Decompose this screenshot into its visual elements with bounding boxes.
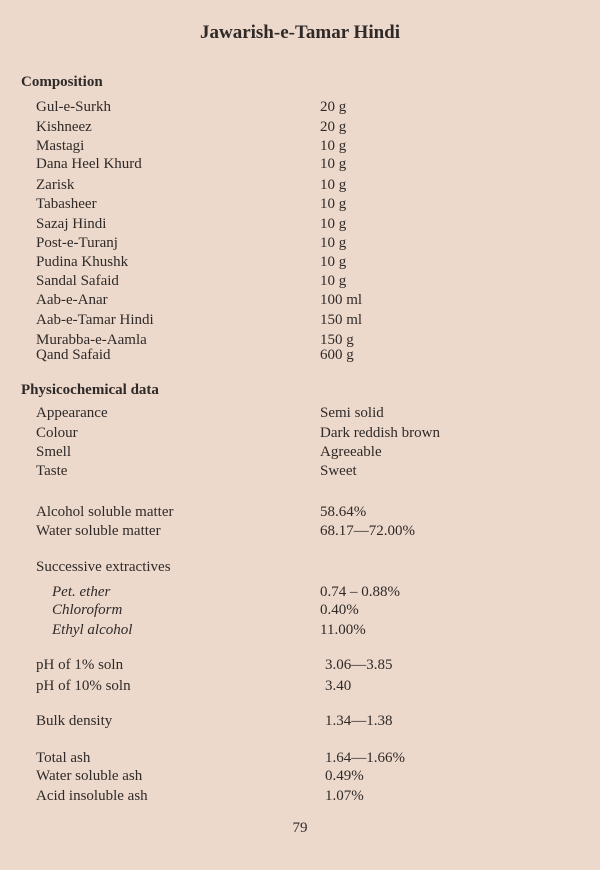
- parameter-label: Water soluble ash: [36, 768, 143, 784]
- data-row: [0, 786, 600, 806]
- ingredient-name: Murabba-e-Aamla: [36, 332, 147, 348]
- data-row: [0, 620, 600, 640]
- composition-row: [0, 233, 600, 253]
- parameter-label: Bulk density: [36, 713, 113, 729]
- ingredient-name: Tabasheer: [36, 196, 97, 212]
- parameter-value: 1.34—1.38: [325, 713, 393, 729]
- parameter-value: 1.07%: [325, 788, 364, 804]
- data-row: [0, 676, 600, 696]
- parameter-label: Pet. ether: [52, 584, 111, 600]
- ingredient-name: Zarisk: [36, 177, 75, 193]
- data-row: [0, 655, 600, 675]
- ingredient-qty: 10 g: [320, 216, 347, 232]
- data-row: [0, 711, 600, 731]
- ingredient-qty: 10 g: [320, 196, 347, 212]
- parameter-value: Sweet: [320, 463, 357, 479]
- ingredient-qty: 100 ml: [320, 292, 363, 308]
- ingredient-name: Pudina Khushk: [36, 254, 129, 270]
- composition-row: [0, 345, 600, 365]
- ingredient-qty: 10 g: [320, 235, 347, 251]
- parameter-value: 58.64%: [320, 504, 367, 520]
- composition-row: [0, 175, 600, 195]
- parameter-label: Total ash: [36, 750, 91, 766]
- composition-row: [0, 154, 600, 174]
- data-row: [0, 748, 600, 768]
- parameter-value: 11.00%: [320, 622, 366, 638]
- parameter-value: 3.06—3.85: [325, 657, 393, 673]
- ingredient-name: Dana Heel Khurd: [36, 156, 142, 172]
- ingredient-qty: 10 g: [320, 138, 347, 154]
- data-row: [0, 521, 600, 541]
- ingredient-name: Aab-e-Tamar Hindi: [36, 312, 154, 328]
- composition-row: [0, 214, 600, 234]
- parameter-label: Water soluble matter: [36, 523, 161, 539]
- ingredient-name: Post-e-Turanj: [36, 235, 118, 251]
- ingredient-name: Aab-e-Anar: [36, 292, 108, 308]
- composition-row: [0, 136, 600, 156]
- parameter-value: 0.74 – 0.88%: [320, 584, 400, 600]
- ingredient-name: Sandal Safaid: [36, 273, 119, 289]
- parameter-value: Semi solid: [320, 405, 384, 421]
- data-row: [0, 557, 600, 577]
- ingredient-qty: 10 g: [320, 273, 347, 289]
- ingredient-qty: 10 g: [320, 254, 347, 270]
- ingredient-qty: 150 g: [320, 332, 354, 348]
- parameter-label: Ethyl alcohol: [52, 622, 133, 638]
- ingredient-name: Sazaj Hindi: [36, 216, 107, 232]
- parameter-value: Dark reddish brown: [320, 425, 440, 441]
- parameter-value: 68.17—72.00%: [320, 523, 415, 539]
- parameter-label: pH of 1% soln: [36, 657, 124, 673]
- data-row: [0, 582, 600, 602]
- ingredient-name: Gul-e-Surkh: [36, 99, 111, 115]
- composition-heading: Composition: [21, 74, 103, 90]
- parameter-value: 1.64—1.66%: [325, 750, 405, 766]
- data-row: [0, 461, 600, 481]
- ingredient-qty: 20 g: [320, 99, 347, 115]
- composition-row: [0, 290, 600, 310]
- ingredient-name: Qand Safaid: [36, 347, 111, 363]
- data-row: [0, 423, 600, 443]
- data-row: [0, 502, 600, 522]
- composition-row: [0, 252, 600, 272]
- parameter-value: Agreeable: [320, 444, 382, 460]
- composition-row: [0, 271, 600, 291]
- parameter-label: pH of 10% soln: [36, 678, 131, 694]
- parameter-value: 0.49%: [325, 768, 364, 784]
- parameter-label: Acid insoluble ash: [36, 788, 148, 804]
- ingredient-name: Kishneez: [36, 119, 92, 135]
- physicochemical-heading: Physicochemical data: [21, 382, 159, 398]
- ingredient-qty: 20 g: [320, 119, 347, 135]
- page-title: Jawarish-e-Tamar Hindi: [199, 22, 401, 43]
- composition-row: [0, 310, 600, 330]
- parameter-label: Chloroform: [52, 602, 123, 618]
- ingredient-qty: 10 g: [320, 156, 347, 172]
- ingredient-qty: 600 g: [320, 347, 354, 363]
- page-number: 79: [292, 820, 308, 836]
- parameter-label: Appearance: [36, 405, 108, 421]
- ingredient-name: Mastagi: [36, 138, 85, 154]
- composition-row: [0, 194, 600, 214]
- data-row: [0, 403, 600, 423]
- ingredient-qty: 10 g: [320, 177, 347, 193]
- parameter-value: 3.40: [325, 678, 352, 694]
- parameter-label: Successive extractives: [36, 559, 171, 575]
- composition-row: [0, 117, 600, 137]
- data-row: [0, 442, 600, 462]
- ingredient-qty: 150 ml: [320, 312, 363, 328]
- composition-row: [0, 97, 600, 117]
- data-row: [0, 600, 600, 620]
- parameter-value: 0.40%: [320, 602, 359, 618]
- parameter-label: Colour: [36, 425, 78, 441]
- data-row: [0, 766, 600, 786]
- parameter-label: Taste: [36, 463, 68, 479]
- parameter-label: Smell: [36, 444, 72, 460]
- parameter-label: Alcohol soluble matter: [36, 504, 174, 520]
